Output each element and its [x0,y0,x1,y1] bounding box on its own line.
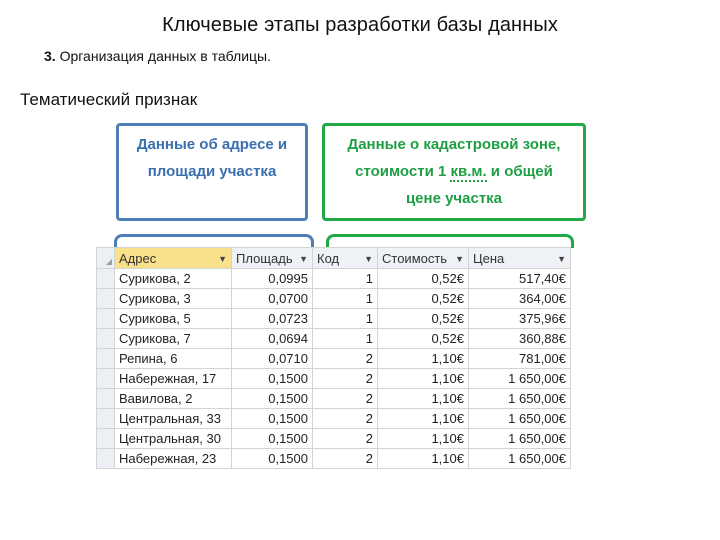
area-cell[interactable]: 0,0723 [232,309,313,329]
table-body [97,269,571,469]
area-cell[interactable]: 0,1500 [232,389,313,409]
price-cell[interactable]: 1 650,00€ [469,429,571,449]
cost-cell[interactable]: 1,10€ [378,429,469,449]
column-header-label: Адрес [119,250,157,266]
table-row[interactable] [97,449,571,469]
address-cell[interactable]: Набережная, 23 [115,449,232,469]
cadastral-group-bracket [326,234,574,248]
cost-cell[interactable]: 1,10€ [378,449,469,469]
price-cell[interactable]: 1 650,00€ [469,389,571,409]
cadastral-box-line1: Данные о кадастровой зоне, [347,136,561,153]
row-selector[interactable] [97,389,115,409]
cost-cell[interactable]: 0,52€ [378,289,469,309]
code-cell[interactable]: 2 [313,429,378,449]
cadastral-box-abbr: кв.м. [450,163,487,180]
address-cell[interactable]: Центральная, 30 [115,429,232,449]
area-cell[interactable]: 0,1500 [232,409,313,429]
row-selector[interactable] [97,309,115,329]
select-all-icon: ◢ [105,257,112,266]
code-cell[interactable]: 1 [313,269,378,289]
price-cell[interactable]: 1 650,00€ [469,369,571,389]
price-cell[interactable]: 375,96€ [469,309,571,329]
column-header-label: Код [317,250,340,266]
address-box-line1: Данные об адресе и [136,136,288,153]
subtitle-text: Организация данных в таблицы. [59,48,271,64]
subtitle-number: 3. [44,48,56,64]
row-selector[interactable] [97,409,115,429]
row-selector[interactable] [97,329,115,349]
row-selector[interactable] [97,289,115,309]
cadastral-box-line2-post: и общей [486,163,553,180]
column-header-label: Площадь [236,250,293,266]
code-cell[interactable]: 2 [313,369,378,389]
address-group-bracket [114,234,314,248]
table-row[interactable] [97,289,571,309]
filter-dropdown-icon[interactable]: ▼ [455,253,464,264]
column-header-area[interactable] [232,248,313,269]
price-cell[interactable]: 364,00€ [469,289,571,309]
table-row[interactable] [97,269,571,289]
price-cell[interactable]: 781,00€ [469,349,571,369]
price-cell[interactable]: 1 650,00€ [469,409,571,429]
code-cell[interactable]: 2 [313,389,378,409]
table-row[interactable] [97,369,571,389]
address-cell[interactable]: Вавилова, 2 [115,389,232,409]
address-cell[interactable]: Сурикова, 7 [115,329,232,349]
address-cell[interactable]: Репина, 6 [115,349,232,369]
cost-cell[interactable]: 0,52€ [378,329,469,349]
table-row[interactable] [97,349,571,369]
cost-cell[interactable]: 1,10€ [378,369,469,389]
code-cell[interactable]: 2 [313,449,378,469]
column-header-label: Стоимость [382,250,448,266]
area-cell[interactable]: 0,0700 [232,289,313,309]
slide-subtitle [44,48,271,64]
cost-cell[interactable]: 0,52€ [378,269,469,289]
table-header-row [97,248,571,269]
data-table [96,247,571,469]
filter-dropdown-icon[interactable]: ▼ [299,253,308,264]
slide-title: Ключевые этапы разработки базы данных [162,14,558,36]
table-row[interactable] [97,389,571,409]
row-selector[interactable] [97,429,115,449]
address-cell[interactable]: Сурикова, 2 [115,269,232,289]
section-heading: Тематический признак [20,90,198,109]
cost-cell[interactable]: 1,10€ [378,349,469,369]
cadastral-box-line3: цене участка [405,190,503,207]
address-cell[interactable]: Набережная, 17 [115,369,232,389]
row-selector[interactable] [97,369,115,389]
table-row[interactable] [97,329,571,349]
row-selector[interactable] [97,449,115,469]
code-cell[interactable]: 2 [313,409,378,429]
price-cell[interactable]: 360,88€ [469,329,571,349]
cost-cell[interactable]: 0,52€ [378,309,469,329]
filter-dropdown-icon[interactable]: ▼ [557,253,566,264]
address-box-line2: площади участка [147,163,277,180]
code-cell[interactable]: 1 [313,309,378,329]
area-cell[interactable]: 0,1500 [232,369,313,389]
code-cell[interactable]: 1 [313,329,378,349]
area-cell[interactable]: 0,0710 [232,349,313,369]
price-cell[interactable]: 1 650,00€ [469,449,571,469]
table-row[interactable] [97,309,571,329]
table-row[interactable] [97,429,571,449]
column-header-price[interactable] [469,248,571,269]
table-row[interactable] [97,409,571,429]
column-header-code[interactable] [313,248,378,269]
cost-cell[interactable]: 1,10€ [378,409,469,429]
filter-dropdown-icon[interactable]: ▼ [218,253,227,264]
select-all-corner[interactable] [97,248,115,269]
column-header-address[interactable] [115,248,232,269]
address-data-box [116,123,308,221]
area-cell[interactable]: 0,0995 [232,269,313,289]
price-cell[interactable]: 517,40€ [469,269,571,289]
area-cell[interactable]: 0,0694 [232,329,313,349]
code-cell[interactable]: 1 [313,289,378,309]
code-cell[interactable]: 2 [313,349,378,369]
column-header-cost[interactable] [378,248,469,269]
address-cell[interactable]: Сурикова, 3 [115,289,232,309]
cost-cell[interactable]: 1,10€ [378,389,469,409]
column-header-label: Цена [473,250,505,266]
filter-dropdown-icon[interactable]: ▼ [364,253,373,264]
area-cell[interactable]: 0,1500 [232,449,313,469]
cadastral-box-line2 [325,158,583,185]
cadastral-box-line2-pre: стоимости 1 [355,163,451,180]
row-selector[interactable] [97,269,115,289]
address-cell[interactable]: Сурикова, 5 [115,309,232,329]
cadastral-data-box [322,123,586,221]
row-selector[interactable] [97,349,115,369]
area-cell[interactable]: 0,1500 [232,429,313,449]
address-cell[interactable]: Центральная, 33 [115,409,232,429]
